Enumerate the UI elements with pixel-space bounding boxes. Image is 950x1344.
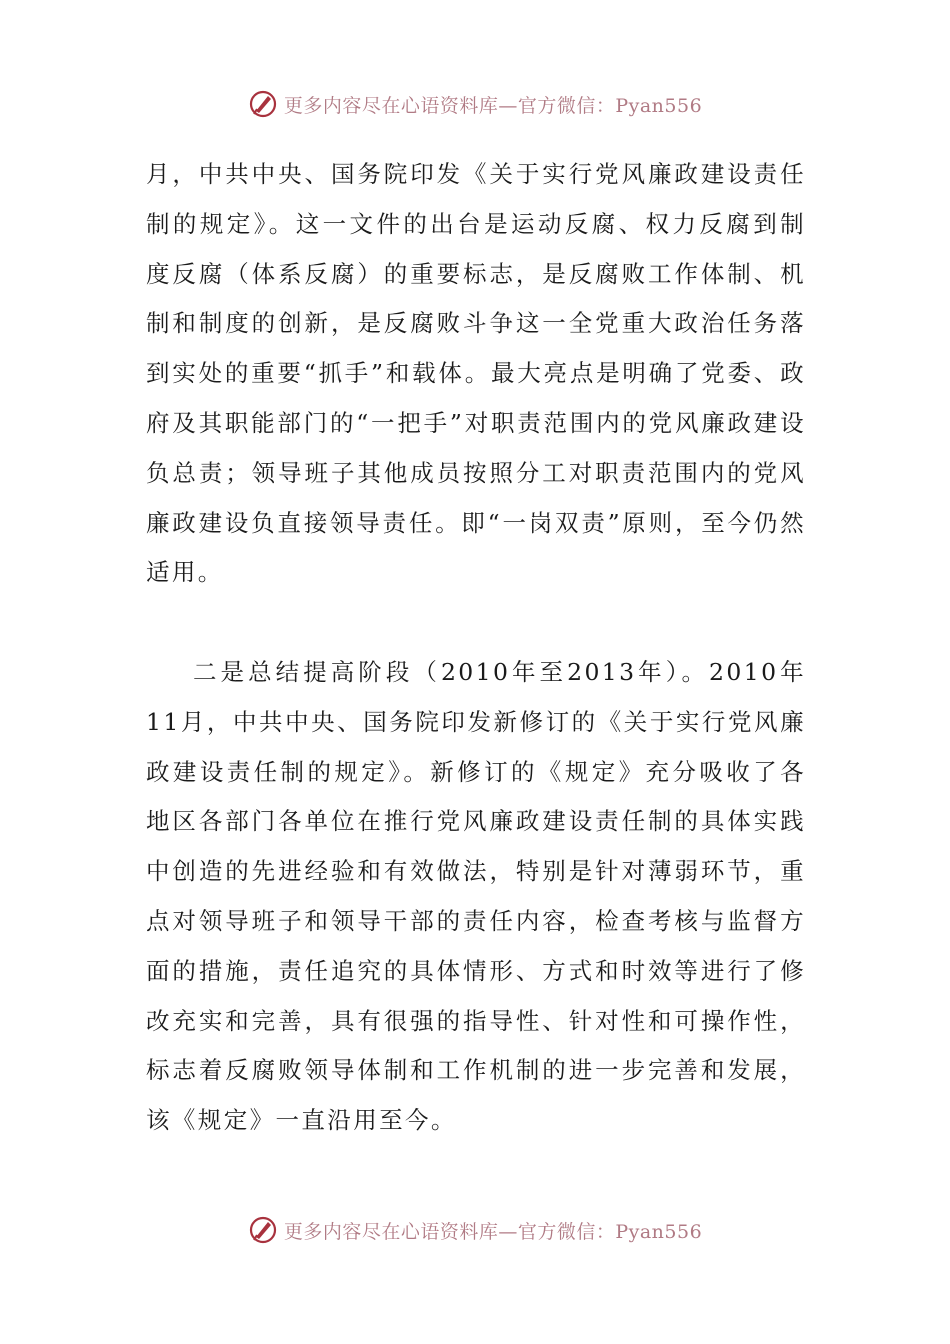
pen-circle-logo-icon bbox=[248, 1215, 278, 1245]
footer-banner-text: 更多内容尽在心语资料库—官方微信：Pyan556 bbox=[283, 1220, 703, 1243]
header-banner-text: 更多内容尽在心语资料库—官方微信：Pyan556 bbox=[283, 94, 703, 117]
paragraph-1: 月，中共中央、国务院印发《关于实行党风廉政建设责任制的规定》。这一文件的出台是运动反腐、权力反腐到制度反腐（体系反腐）的重要标志，是反腐败工作体制、机制和制度的创新，是反腐败斗争这一全党重大政治任务落到实处的重要“抓手”和载体。最大亮点是明确了党委、政府及其职能部门的“一把手”对职责范围内的党风廉政建设负总责；领导班子其他成员按照分工对职责范围内的党风廉政建设负直接领导责任。即“一岗双责”原则，至今仍然适用。 bbox=[146, 160, 806, 587]
document-body bbox=[146, 150, 806, 1146]
pen-circle-logo-icon bbox=[248, 89, 278, 119]
header-banner bbox=[0, 84, 950, 124]
footer-banner bbox=[0, 1210, 950, 1250]
paragraph-2: 二是总结提高阶段（2010年至2013年）。2010年11月，中共中央、国务院印发新修订的《关于实行党风廉政建设责任制的规定》。新修订的《规定》充分吸收了各地区各部门各单位在推行党风廉政建设责任制的具体实践中创造的先进经验和有效做法，特别是针对薄弱环节，重点对领导班子和领导干部的责任内容，检查考核与监督方面的措施，责任追究的具体情形、方式和时效等进行了修改充实和完善，具有很强的指导性、针对性和可操作性，标志着反腐败领导体制和工作机制的进一步完善和发展，该《规定》一直沿用至今。 bbox=[146, 657, 806, 1135]
